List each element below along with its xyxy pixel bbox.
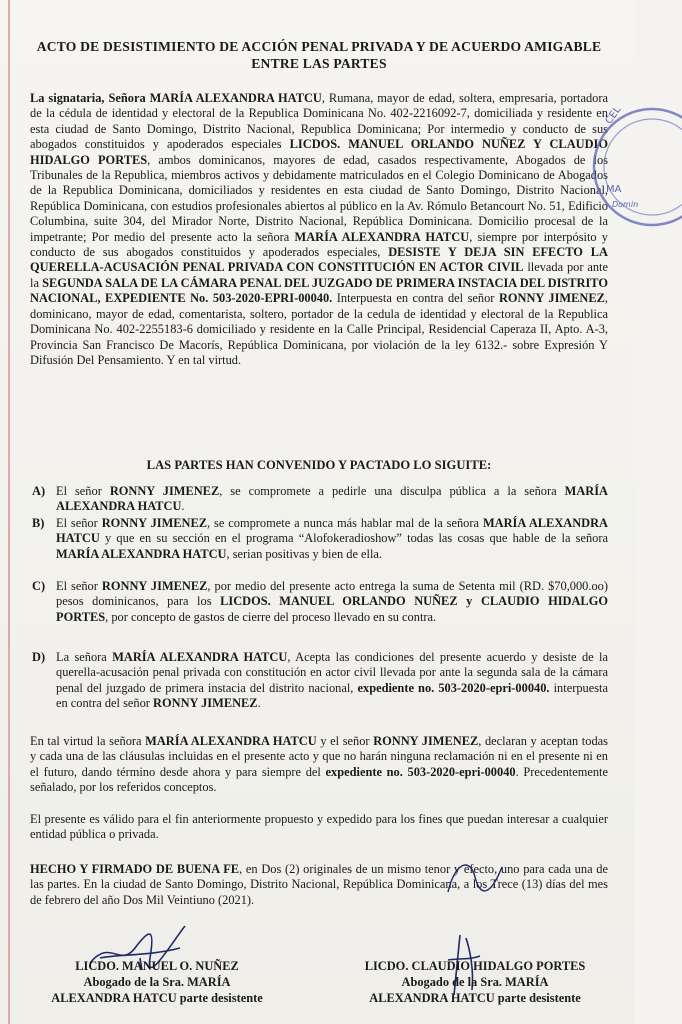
clause-b-text-3: y que en su sección en el programa “Alofokeradioshow” todas las cosas que hable de la señora: [105, 531, 608, 546]
signature-block-manuel: [22, 958, 292, 1006]
closing-defendant: RONNY JIMENEZ: [373, 734, 479, 748]
clause-a-text-1: El señor: [56, 484, 102, 498]
clause-c-text-3: , por concepto de gastos de cierre del proceso llevado en su contra.: [105, 609, 437, 624]
intro-paragraph: [30, 91, 608, 368]
intro-lead: La signataria, Señora: [30, 91, 146, 105]
clause-b-signatory: MARÍA ALEXANDRA HATCU: [56, 516, 609, 546]
signer-name: LICDO. MANUEL O. NUÑEZ: [75, 959, 239, 973]
clause-c-defendant: RONNY JIMENEZ: [101, 579, 208, 593]
clause-marker: A): [32, 484, 46, 498]
clause-marker: B): [32, 516, 45, 530]
stamp-text-2: MA: [606, 184, 622, 195]
clause-d: [30, 650, 608, 712]
notary-stamp-icon: [592, 92, 682, 242]
signer-role-2: ALEXANDRA HATCU parte desistente: [369, 991, 581, 1005]
intro-text-4: llevada por ante la: [30, 260, 608, 290]
intro-text-2: , ambos dominicanos, mayores de edad, casados respectivamente, Abogados de los Tribunales de la Republica, miembros activos y debidamente matriculados en el Colegio Dominicano de Abogados de la Republica Dominicana, domiciliados y residentes en esta ciudad de Santo Domingo, Distrito Nacional, República Dominicana, con estudios profesionales abiertos al público en la Av. Rómulo Betancourt No. 51, Edificio Columbina, suite 304, del Mirador Norte, Distrito Nacional, República Dominicana. Domicilio procesal de la impetrante; Por medio del presente acto la señora: [30, 152, 608, 244]
document-title: ACTO DE DESISTIMIENTO DE ACCIÓN PENAL PRIVADA Y DE ACUERDO AMIGABLE ENTRE LAS PARTES: [36, 39, 602, 71]
clause-b-defendant: RONNY JIMENEZ: [101, 516, 208, 530]
lawyers-names: LICDOS. MANUEL ORLANDO NUÑEZ Y CLAUDIO HIDALGO PORTES: [30, 137, 609, 167]
intro-text-1: , Rumana, mayor de edad, soltera, empresaria, portadora de la cédula de identidad y electoral de la Republica Dominicana No. 402-2216092-7, domiciliada y residente en esta ciudad de Santo Domingo, Distrito Nacional, Republica Dominicana; Por intermedio y conducto de sus abogados constituidos y apoderados especiales: [30, 91, 608, 152]
closing-signatory: MARÍA ALEXANDRA HATCU: [145, 734, 317, 748]
clause-a-text-2: , se compromete a pedirle una disculpa pública a la señora: [219, 484, 557, 498]
signatory-name: MARÍA ALEXANDRA HATCU: [149, 91, 322, 105]
clause-b-text-1: El señor: [56, 516, 98, 530]
signatory-name-2: MARÍA ALEXANDRA HATCU: [294, 229, 470, 244]
stamp-text-1: CEL: [603, 104, 624, 127]
clause-text: [56, 579, 608, 625]
margin-line: [8, 0, 10, 1024]
clause-text: [56, 650, 608, 712]
clause-marker: C): [32, 579, 46, 593]
clause-c-text-1: El señor: [56, 579, 98, 593]
clause-d-text-1: La señora: [56, 650, 107, 664]
signature-mid-icon: [440, 852, 510, 902]
signer-role-1: Abogado de la Sra. MARÍA: [401, 975, 549, 989]
stamp-text-3: Domin: [612, 200, 639, 209]
closing-text-4: . Precedentemente señalado, por los referidos conceptos.: [30, 764, 608, 795]
signed-paragraph: [30, 862, 608, 908]
clause-b-text-2: , se compromete a nunca más hablar mal de la señora: [207, 516, 480, 530]
clause-a-text-3: .: [181, 499, 185, 514]
clause-a-signatory: MARÍA ALEXANDRA HATCU: [56, 484, 608, 514]
clause-marker: D): [32, 650, 46, 664]
clause-d-text-3: interpuesta en contra del señor: [56, 680, 608, 711]
clause-d-text-2: , Acepta las condiciones del presente acuerdo y desiste de la querella-acusación penal privada con constitución en actor civil llevada por ante la segunda sala de la cámara penal del juzgado de primera instacia del distrito nacional,: [56, 650, 608, 695]
clause-text: [56, 516, 608, 562]
clause-c: [30, 579, 608, 625]
clause-a: [30, 484, 608, 515]
clause-b-signatory-2: MARÍA ALEXANDRA HATCU: [56, 546, 227, 561]
closing-text-3: , declaran y aceptan todas y cada una de las cláusulas incluidas en el presente acto y que no harán ninguna reclamación ni en el presente ni en el futuro, dando término desde ahora y para siempre del: [30, 734, 608, 779]
agreement-heading: LAS PARTES HAN CONVENIDO Y PACTADO LO SIGUITE:: [146, 458, 492, 472]
signature-block-claudio: [330, 958, 620, 1006]
court-and-case: SEGUNDA SALA DE LA CÁMARA PENAL DEL JUZGADO DE PRIMERA INSTACIA DEL DISTRITO NACIONAL, EXPEDIENTE No. 503-2020-EPRI-00040.: [30, 275, 608, 306]
clause-a-defendant: RONNY JIMENEZ: [109, 484, 220, 498]
closing-paragraph: [30, 734, 608, 796]
closing-case-number: expediente no. 503-2020-epri-00040: [325, 764, 516, 779]
clause-d-case-number: expediente no. 503-2020-epri-00040.: [357, 680, 550, 695]
signed-text: , en Dos (2) originales de un mismo tenor y efecto, uno para cada una de las partes. En la ciudad de Santo Domingo, Distrito Nacional, República Dominicana, a los Trece (13) días del mes de febrero del año Dos Mil Veintiuno (2021).: [30, 862, 608, 907]
validity-paragraph: El presente es válido para el fin anteriormente propuesto y expedido para los fines que puedan interesar a cualquier entidad pública o privada.: [30, 812, 608, 842]
clause-b: [30, 516, 608, 562]
signer-role-2: ALEXANDRA HATCU parte desistente: [51, 991, 263, 1005]
signed-lead: HECHO Y FIRMADO DE BUENA FE: [30, 862, 240, 876]
clause-text: [56, 484, 608, 515]
closing-text-1: En tal virtud la señora: [30, 734, 142, 748]
clause-d-text-4: .: [257, 696, 261, 711]
signer-role-1: Abogado de la Sra. MARÍA: [83, 975, 231, 989]
intro-text-6: , dominicano, mayor de edad, comentarista, soltero, portador de la cedula de identidad y electoral de la Republica Dominicana No. 402-2255183-6 domiciliado y residente en la Calle Principal, Residencial Caperaza II, Apto. A-3, Provincia San Francisco De Macorís, República Dominicana, por violación de la ley 6132.- sobre Expresión Y Difusión Del Pensamiento. Y en tal virtud.: [30, 291, 608, 367]
clause-b-text-4: , serian positivas y bien de ella.: [226, 546, 383, 561]
clause-d-defendant: RONNY JIMENEZ: [153, 696, 258, 711]
withdrawal-statement: DESISTE Y DEJA SIN EFECTO LA QUERELLA-ACUSACIÓN PENAL PRIVADA CON CONSTITUCIÓN EN ACTOR CIVIL: [30, 245, 608, 275]
signer-name: LICDO. CLAUDIO HIDALGO PORTES: [364, 959, 586, 973]
closing-text-2: y el señor: [320, 734, 370, 748]
intro-text-5: Interpuesta en contra del señor: [336, 291, 495, 306]
clause-c-lawyers: LICDOS. MANUEL ORLANDO NUÑEZ y CLAUDIO HIDALGO PORTES: [56, 594, 608, 624]
intro-text-3: , siempre por interpósito y conducto de sus abogados constituidos y apoderados especiales,: [30, 229, 608, 260]
defendant-name: RONNY JIMENEZ: [498, 291, 605, 306]
clause-c-text-2: , por medio del presente acto entrega la suma de Setenta mil (RD. $70,000.oo) pesos dominicanos, para los: [56, 579, 608, 609]
clause-d-signatory: MARÍA ALEXANDRA HATCU: [112, 650, 288, 664]
